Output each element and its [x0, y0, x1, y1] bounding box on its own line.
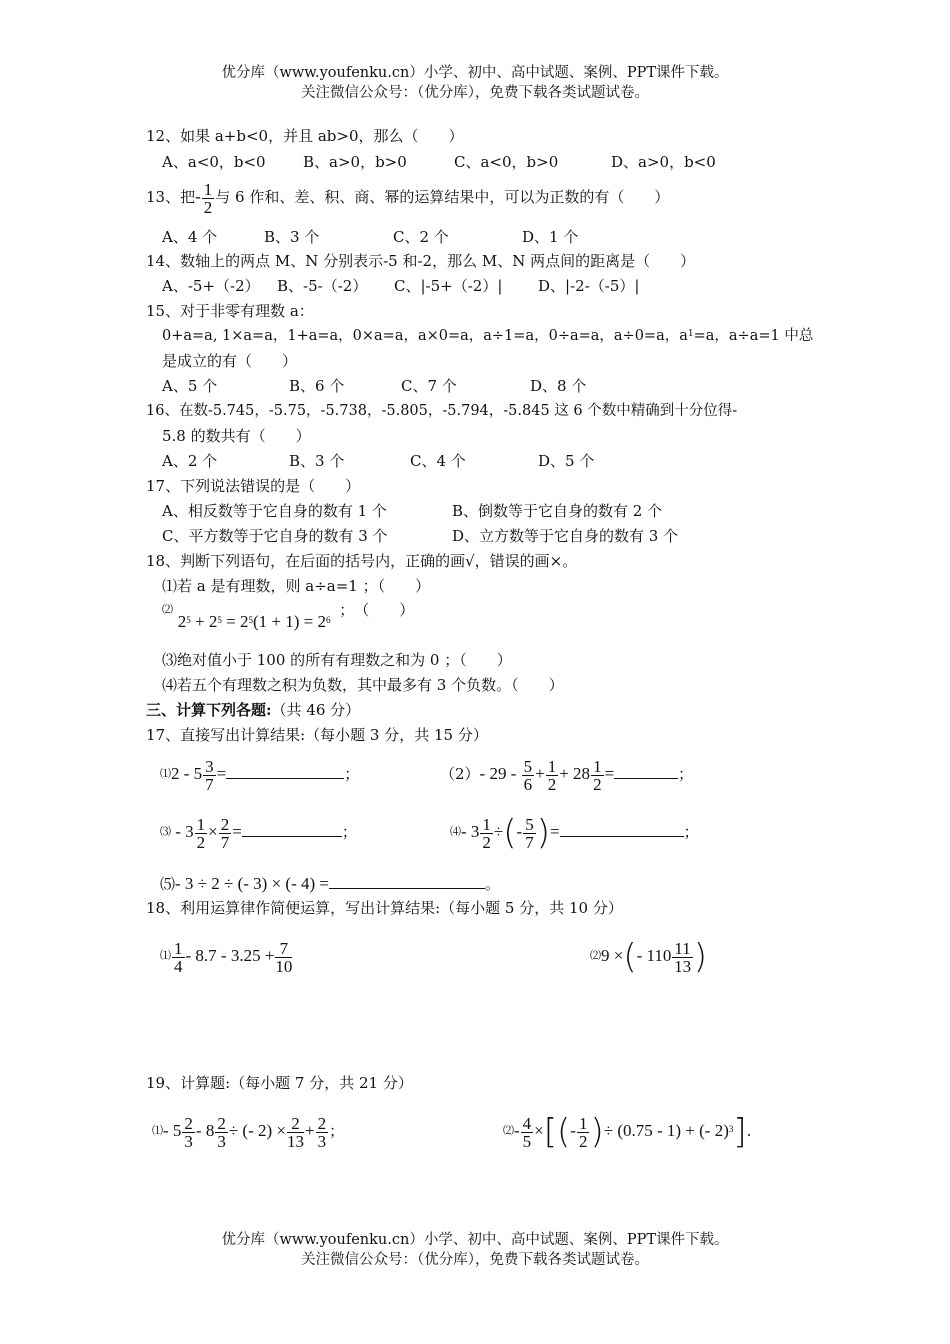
q18-stem: 18、判断下列语句，在后面的括号内，正确的画√，错误的画×。	[146, 552, 578, 570]
q17-option-b: B、倒数等于它自身的数有 2 个	[452, 502, 663, 520]
q16-stem: 16、在数-5.745，-5.75，-5.738，-5.805，-5.794，-5.845 这 6 个数中精确到十分位得-	[146, 403, 738, 419]
q15-statements: 0+a=a, 1×a=a，1+a=a，0×a=a，a×0=a，a÷1=a，0÷a=a，a÷0=a，$a^1=a$，a÷a=1 中总	[162, 328, 814, 344]
q16-line2: 5.8 的数共有（ ）	[162, 427, 311, 445]
q13-option-c: C、2 个	[393, 228, 449, 246]
footer-line-2: 关注微信公众号：（优分库），免费下载各类试题试卷。	[301, 1252, 649, 1268]
c17-item-2: （2）- 29 - $\frac{5}{6}$ + $\frac{1}{2}$ + 28 $\frac{1}{2}$ = ；	[440, 756, 694, 794]
q13-suffix: 与 6 作和、差、积、商、幂的运算结果中，可以为正数的有（ ）	[215, 188, 670, 206]
q15-option-a: A、5 个	[162, 377, 218, 395]
c17-item-4: ⑷- 3 $\frac{1}{2}$ ÷(- $\frac{5}{7}$ )= ；	[450, 813, 699, 853]
q17-option-a: A、相反数等于它自身的数有 1 个	[162, 502, 387, 520]
q12-option-c: C、a<0，b>0	[454, 153, 559, 171]
q16-option-b: B、3 个	[289, 452, 345, 470]
section3-heading: 三、计算下列各题:（共 46 分）	[146, 701, 361, 719]
q17-stem: 17、下列说法错误的是（ ）	[146, 477, 361, 495]
q18-item-2	[162, 601, 415, 631]
q14-option-b: B、-5-（-2）	[277, 277, 368, 295]
c19-item-1: ⑴- 5 $\frac{2}{3}$ - 8 $\frac{2}{3}$ ÷ (- 2) × $\frac{2}{13}$ + $\frac{2}{3}$ ；	[152, 1113, 345, 1151]
q17-option-c: C、平方数等于它自身的数有 3 个	[162, 527, 388, 545]
q18-item-4: ⑷若五个有理数之积为负数，其中最多有 3 个负数。（ ）	[162, 676, 564, 694]
q15-stem: 15、对于非零有理数 a：	[146, 302, 314, 320]
q18-item-2-expr: $2^5 + 2^5 = 2^5(1 + 1) = 2^6$	[177, 612, 331, 631]
q13-fraction: $\frac{1}{2}$	[203, 179, 213, 217]
q15-option-c: C、7 个	[401, 377, 457, 395]
q12-stem: 12、如果 a+b<0，并且 ab>0，那么（ ）	[146, 127, 464, 145]
footer-line-1: 优分库（www.youfenku.cn）小学、初中、高中试题、案例、PPT课件下载。	[221, 1232, 729, 1248]
c19-stem: 19、计算题:（每小题 7 分，共 21 分）	[146, 1074, 413, 1092]
q13-option-a: A、4 个	[162, 228, 218, 246]
c17-item-5: ⑸- 3 ÷ 2 ÷ (- 3) × (- 4) = 。	[160, 874, 500, 893]
q15-option-b: B、6 个	[289, 377, 345, 395]
q16-option-d: D、5 个	[538, 452, 595, 470]
c17-item-1: ⑴2 - 5 $\frac{3}{7}$ = ；	[160, 756, 360, 794]
q18-item-2-label: ⑵	[162, 603, 173, 616]
c17-stem: 17、直接写出计算结果:（每小题 3 分，共 15 分）	[146, 726, 488, 744]
q13-option-d: D、1 个	[522, 228, 579, 246]
header-line-2: 关注微信公众号：（优分库），免费下载各类试题试卷。	[301, 85, 649, 101]
q15-line3: 是成立的有（ ）	[162, 352, 298, 370]
q16-option-a: A、2 个	[162, 452, 218, 470]
q12-option-d: D、a>0，b<0	[611, 153, 716, 171]
q18-item-2-bracket: ； （ ）	[339, 601, 415, 619]
c18-item-1: ⑴ $\frac{1}{4}$ - 8.7 - 3.25 + $\frac{7}{10}$	[160, 938, 293, 976]
q13-neg: -	[195, 187, 201, 206]
q13-stem	[146, 178, 669, 216]
q14-option-d: D、|-2-（-5）|	[538, 277, 640, 295]
q14-option-a: A、-5+（-2）	[162, 277, 260, 295]
c18-stem: 18、利用运算律作简便运算，写出计算结果:（每小题 5 分，共 10 分）	[146, 899, 623, 917]
q18-item-1: ⑴若 a 是有理数，则 a÷a=1 ；（ ）	[162, 577, 431, 595]
q18-item-3: ⑶绝对值小于 100 的所有有理数之和为 0 ；（ ）	[162, 651, 512, 669]
q12-option-b: B、a>0，b>0	[303, 153, 407, 171]
q14-stem: 14、数轴上的两点 M、N 分别表示-5 和-2，那么 M、N 两点间的距离是（ ）	[146, 252, 696, 270]
q17-option-d: D、立方数等于它自身的数有 3 个	[452, 527, 679, 545]
q13-option-b: B、3 个	[264, 228, 320, 246]
q14-option-c: C、|-5+（-2）|	[394, 277, 503, 295]
q16-option-c: C、4 个	[410, 452, 466, 470]
c18-item-2: ⑵9 ×(- 110 $\frac{11}{13}$ )	[590, 937, 708, 977]
header-line-1: 优分库（www.youfenku.cn）小学、初中、高中试题、案例、PPT课件下载。	[221, 65, 729, 81]
q12-option-a: A、a<0，b<0	[162, 153, 266, 171]
q15-option-d: D、8 个	[530, 377, 587, 395]
c17-item-3: ⑶ - 3 $\frac{1}{2}$ × $\frac{2}{7}$ = ；	[160, 814, 357, 852]
c19-item-2: ⑵- $\frac{4}{5}$ ×[(- $\frac{1}{2}$ )÷ (0.75 - 1) + (- 2)$^3$].	[503, 1112, 752, 1152]
q13-prefix: 13、把	[146, 188, 196, 206]
